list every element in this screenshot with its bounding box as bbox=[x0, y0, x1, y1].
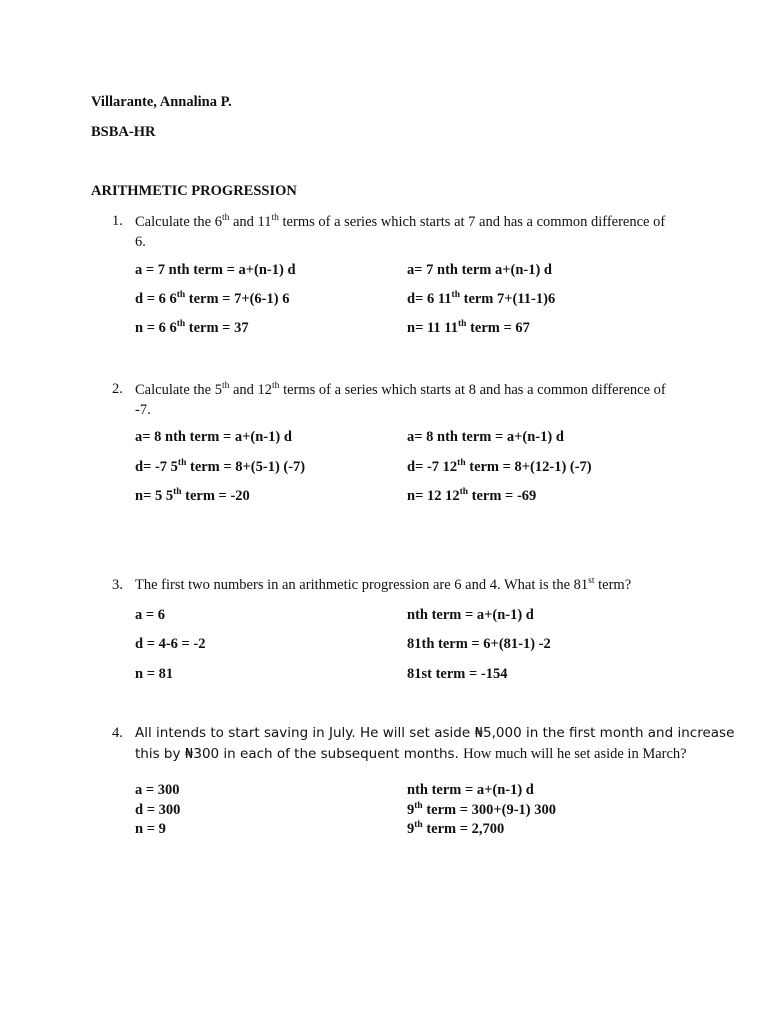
problem-2-left-line-1: a= 8 nth term = a+(n-1) d bbox=[135, 429, 292, 445]
problem-4-left-line-2: d = 300 bbox=[135, 802, 181, 818]
section-title: ARITHMETIC PROGRESSION bbox=[91, 183, 297, 199]
problem-4-left-line-3: n = 9 bbox=[135, 821, 166, 837]
problem-4-left-line-1: a = 300 bbox=[135, 782, 180, 798]
problem-4-right-line-3: 9th term = 2,700 bbox=[407, 820, 505, 837]
problem-2-number: 2. bbox=[112, 381, 123, 397]
problem-4-right-line-1: nth term = a+(n-1) d bbox=[407, 782, 534, 798]
problem-1-question: Calculate the 6th and 11th terms of a series which starts at 7 and has a common difference of 6. bbox=[135, 213, 666, 250]
problem-3-right-line-3: 81st term = -154 bbox=[407, 666, 508, 682]
problem-1-right-line-2: d= 6 11th term 7+(11-1)6 bbox=[407, 290, 556, 307]
problem-2-left-line-2: d= -7 5th term = 8+(5-1) (-7) bbox=[135, 458, 306, 475]
problem-1-number: 1. bbox=[112, 213, 123, 229]
problem-2-right-line-2: d= -7 12th term = 8+(12-1) (-7) bbox=[407, 458, 592, 475]
problem-4-question-line-2: this by ₦300 in each of the subsequent months. How much will he set aside in March? bbox=[135, 746, 687, 762]
problem-3-left-line-3: n = 81 bbox=[135, 666, 174, 682]
problem-3-right-line-1: nth term = a+(n-1) d bbox=[407, 607, 534, 623]
problem-1-left-line-1: a = 7 nth term = a+(n-1) d bbox=[135, 262, 296, 278]
problem-1-right-line-1: a= 7 nth term a+(n-1) d bbox=[407, 262, 552, 278]
problem-4-right-line-2: 9th term = 300+(9-1) 300 bbox=[407, 801, 556, 818]
problem-2-left-line-3: n= 5 5th term = -20 bbox=[135, 487, 250, 504]
problem-4-question-line-1: All intends to start saving in July. He will set aside ₦5,000 in the first month and increase bbox=[135, 725, 735, 741]
problem-3-right-line-2: 81th term = 6+(81-1) -2 bbox=[407, 636, 551, 652]
problem-3-question: The first two numbers in an arithmetic progression are 6 and 4. What is the 81st term? bbox=[135, 576, 632, 593]
problem-3-left-line-1: a = 6 bbox=[135, 607, 166, 623]
problem-1-left-line-3: n = 6 6th term = 37 bbox=[135, 319, 249, 336]
problem-4-number: 4. bbox=[112, 725, 123, 741]
problem-3-left-line-2: d = 4-6 = -2 bbox=[135, 636, 206, 652]
course-code: BSBA-HR bbox=[91, 124, 156, 140]
problem-2-right-line-1: a= 8 nth term = a+(n-1) d bbox=[407, 429, 564, 445]
problem-1-left-line-2: d = 6 6th term = 7+(6-1) 6 bbox=[135, 290, 290, 307]
problem-2-right-line-3: n= 12 12th term = -69 bbox=[407, 487, 537, 504]
problem-3-number: 3. bbox=[112, 577, 123, 593]
problem-2-question: Calculate the 5th and 12th terms of a series which starts at 8 and has a common difference of -7. bbox=[135, 381, 666, 418]
student-name: Villarante, Annalina P. bbox=[91, 94, 232, 110]
problem-1-right-line-3: n= 11 11th term = 67 bbox=[407, 319, 530, 336]
